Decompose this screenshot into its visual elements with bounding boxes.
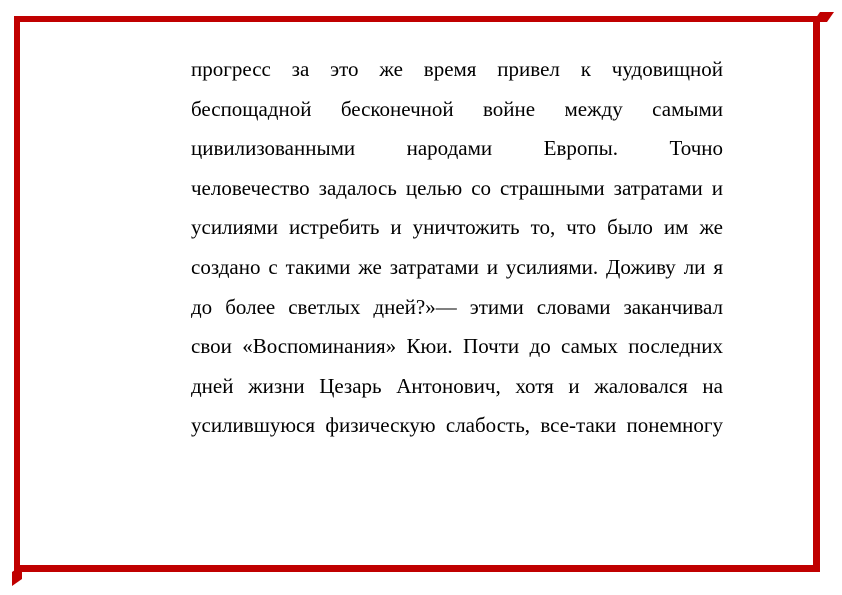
text-line: человечество задалось целью со страшными затратами и (191, 175, 723, 200)
text-line: прогресс за это же время привел к чудовищной (191, 57, 723, 81)
text-line: до более светлых дней?»— этими словами заканчивал (191, 294, 723, 319)
text-line: цивилизованными народами Европы. Точно (191, 136, 723, 161)
text-line: создано с такими же затратами и усилиями. Доживу ли я (191, 254, 723, 279)
text-line: усилиями истребить и уничтожить то, что было им же (191, 215, 723, 240)
text-line: беспощадной бесконечной войне между самыми (191, 96, 723, 121)
text-line: свои «Воспоминания» Кюи. Почти до самых последних (191, 334, 723, 359)
frame-corner-top-right (813, 12, 834, 22)
text-line: усилившуюся физическую слабость, все-таки понемногу (191, 413, 723, 438)
text-line: дней жизни Цезарь Антонович, хотя и жаловался на (191, 373, 723, 398)
body-paragraph (191, 50, 723, 446)
